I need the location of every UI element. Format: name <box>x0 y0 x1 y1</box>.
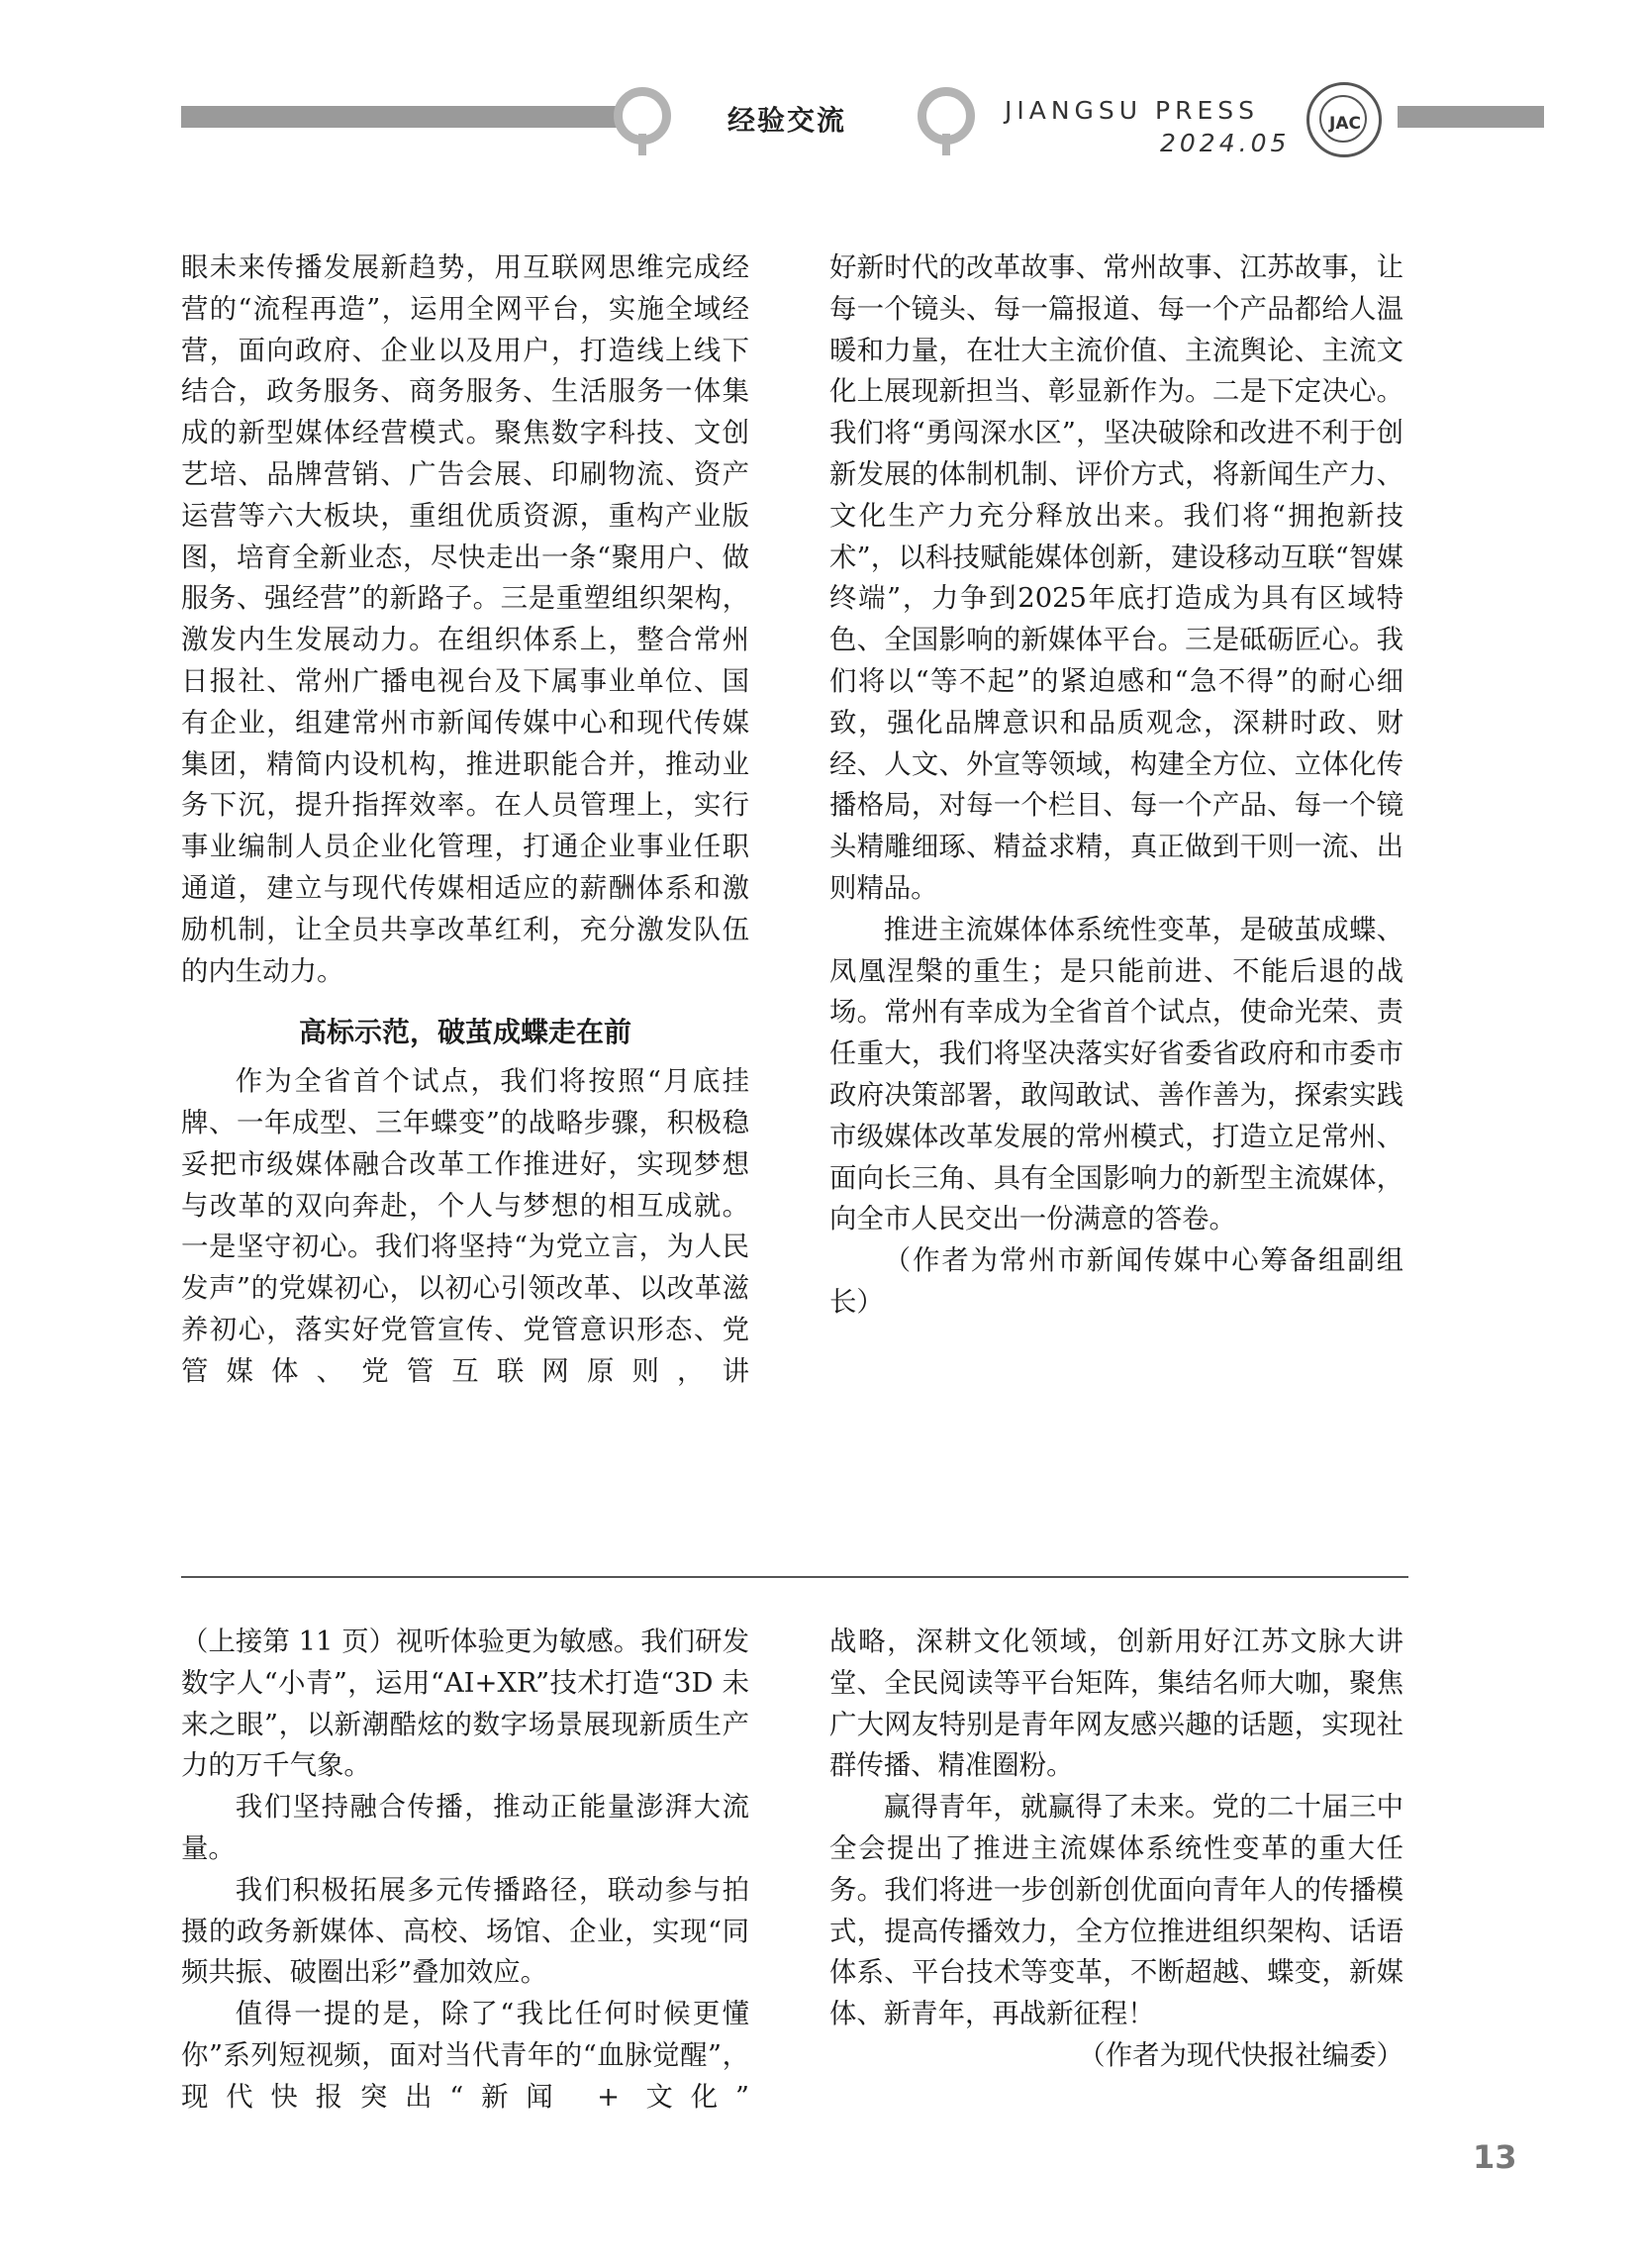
paragraph: 我们坚持融合传播，推动正能量澎湃大流量。 <box>181 1792 749 1864</box>
pin-stem <box>942 134 950 155</box>
page-number: 13 <box>1473 2138 1517 2176</box>
pin-stem <box>638 134 646 155</box>
logo-text: JAC <box>1329 114 1361 134</box>
header-bar-left <box>181 106 636 128</box>
divider-rule <box>181 1576 1408 1578</box>
press-name: JIANGSU PRESS <box>1005 96 1260 125</box>
paragraph: 作为全省首个试点，我们将按照“月底挂牌、一年成型、三年蝶变”的战略步骤，积极稳妥把市级媒体融合改革工作推进好，实现梦想与改革的双向奔赴，个人与梦想的相互成就。一是坚守初心。我们将坚持“为党立言，为人民发声”的党媒初心，以初心引领改革、以改革滋养初心，落实好党管宣传、党管意识形态、党管媒体、党管互联网原则，讲 <box>181 1066 749 1387</box>
section-title: 经验交流 <box>727 104 847 137</box>
lower-right-column <box>829 1622 1403 2077</box>
paragraph: 我们积极拓展多元传播路径，联动参与拍摄的政务新媒体、高校、场馆、企业，实现“同频共振、破圈出彩”叠加效应。 <box>181 1874 749 1989</box>
section-heading: 高标示范，破茧成蝶走在前 <box>298 1016 631 1049</box>
paragraph: （上接第 11 页）视听体验更为敏感。我们研发数字人“小青”，运用“AI+XR”技术打造“3D 未来之眼”，以新潮酷炫的数字场景展现新质生产力的万千气象。 <box>181 1627 749 1782</box>
paragraph: 战略，深耕文化领域，创新用好江苏文脉大讲堂、全民阅读等平台矩阵，集结名师大咖，聚焦广大网友特别是青年网友感兴趣的话题，实现社群传播、精准圈粉。 <box>829 1627 1403 1782</box>
paragraph: 值得一提的是，除了“我比任何时候更懂你”系列短视频，面对当代青年的“血脉觉醒”，现代快报突出“新闻 + 文化” <box>181 1999 749 2113</box>
author-byline: （作者为现代快报社编委） <box>1078 2039 1403 2071</box>
upper-left-column <box>181 247 749 1393</box>
paragraph: 眼未来传播发展新趋势，用互联网思维完成经营的“流程再造”，运用全网平台，实施全域经营，面向政府、企业以及用户，打造线上线下结合，政务服务、商务服务、生活服务一体集成的新型媒体经营模式。聚焦数字科技、文创艺培、品牌营销、广告会展、印刷物流、资产运营等六大板块，重组优质资源，重构产业版图，培育全新业态，尽快走出一条“聚用户、做服务、强经营”的新路子。三是重塑组织架构，激发内生发展动力。在组织体系上，整合常州日报社、常州广播电视台及下属事业单位、国有企业，组建常州市新闻传媒中心和现代传媒集团，精简内设机构，推进职能合并，推动业务下沉，提升指挥效率。在人员管理上，实行事业编制人员企业化管理，打通企业事业任职通道，建立与现代传媒相适应的薪酬体系和激励机制，让全员共享改革红利，充分激发队伍的内生动力。 <box>181 252 749 987</box>
issue-date: 2024.05 <box>1160 129 1291 157</box>
page-header <box>0 0 1644 178</box>
paragraph: 赢得青年，就赢得了未来。党的二十届三中全会提出了推进主流媒体系统性变革的重大任务。我们将进一步创新创优面向青年人的传播模式，提高传播效力，全方位推进组织架构、话语体系、平台技术等变革，不断超越、蝶变，新媒体、新青年，再战新征程！ <box>829 1792 1403 2030</box>
upper-right-column <box>829 247 1403 1324</box>
author-byline: （作者为常州市新闻传媒中心筹备组副组长） <box>829 1245 1403 1318</box>
paragraph: 推进主流媒体体系统性变革，是破茧成蝶、凤凰涅槃的重生；是只能前进、不能后退的战场。常州有幸成为全省首个试点，使命光荣、责任重大，我们将坚决落实好省委省政府和市委市政府决策部署，敢闯敢试、善作善为，探索实践市级媒体改革发展的常州模式，打造立足常州、面向长三角、具有全国影响力的新型主流媒体，向全市人民交出一份满意的答卷。 <box>829 914 1403 1235</box>
paragraph: 好新时代的改革故事、常州故事、江苏故事，让每一个镜头、每一篇报道、每一个产品都给人温暖和力量，在壮大主流价值、主流舆论、主流文化上展现新担当、彰显新作为。二是下定决心。我们将“勇闯深水区”，坚决破除和改进不利于创新发展的体制机制、评价方式，将新闻生产力、文化生产力充分释放出来。我们将“拥抱新技术”，以科技赋能媒体创新，建设移动互联“智媒终端”，力争到2025年底打造成为具有区域特色、全国影响的新媒体平台。三是砥砺匠心。我们将以“等不起”的紧迫感和“急不得”的耐心细致，强化品牌意识和品质观念，深耕时政、财经、人文、外宣等领域，构建全方位、立体化传播格局，对每一个栏目、每一个产品、每一个镜头精雕细琢、精益求精，真正做到干则一流、出则精品。 <box>829 252 1403 904</box>
lower-left-column <box>181 1622 749 2119</box>
association-logo-icon <box>1306 82 1382 157</box>
header-bar-right <box>1398 106 1544 128</box>
